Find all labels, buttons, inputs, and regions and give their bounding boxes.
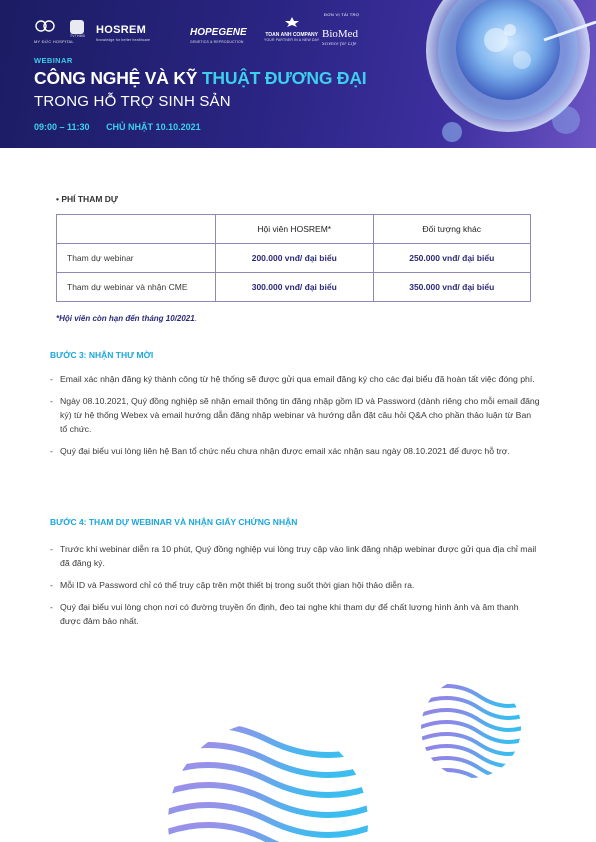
toananh-logo: TOAN ANH COMPANY YOUR PARTNER IN A NEW DAY <box>264 14 319 42</box>
myduc-emblem-icon <box>34 18 58 34</box>
tvthmd-logo: TVTHMD <box>70 20 85 38</box>
row-label: Tham dự webinar <box>57 244 216 273</box>
step4-title: BƯỚC 4: THAM DỰ WEBINAR VÀ NHẬN GIẤY CHỨNG NHẬN <box>50 517 298 527</box>
member-price: 300.000 vnđ/ đại biểu <box>216 273 374 302</box>
table-header-cell: Hội viên HOSREM* <box>216 215 374 244</box>
star-icon <box>272 17 312 27</box>
hosrem-logo: HOSREM Knowledge for better healthcare <box>96 24 151 42</box>
page-title: CÔNG NGHỆ VÀ KỸ THUẬT ĐƯƠNG ĐẠI <box>34 68 367 88</box>
fee-heading: • PHÍ THAM DỰ <box>56 194 118 204</box>
cell-illustration <box>426 0 596 148</box>
fee-note: *Hội viên còn hạn đến tháng 10/2021. <box>56 314 197 323</box>
step4-list <box>50 542 540 636</box>
list-item: - Quý đại biểu vui lòng chọn nơi có đường truyền ổn định, đeo tai nghe khi tham dự để chất lượng hình ảnh và âm thanh được đảm bảo nhất. <box>50 600 540 628</box>
decorative-swirl-small <box>419 676 523 780</box>
other-price: 350.000 vnđ/ đại biểu <box>373 273 531 302</box>
webinar-tag: WEBINAR <box>34 56 73 65</box>
event-date: CHỦ NHẬT 10.10.2021 <box>106 122 201 132</box>
list-item: - Mỗi ID và Password chỉ có thể truy cập trên một thiết bị trong suốt thời gian hội thảo diễn ra. <box>50 578 540 592</box>
page-subtitle: TRONG HỖ TRỢ SINH SẢN <box>34 93 231 110</box>
myduc-logo: MY ĐỨC HOSPITAL <box>34 18 74 44</box>
list-item: - Trước khi webinar diễn ra 10 phút, Quý đồng nghiệp vui lòng truy cập vào link đăng nhập webinar được gửi qua địa chỉ mail đã đăng ký. <box>50 542 540 570</box>
table-header-cell <box>57 215 216 244</box>
fee-table <box>56 214 531 302</box>
decorative-swirl-large <box>168 710 368 842</box>
other-price: 250.000 vnđ/ đại biểu <box>373 244 531 273</box>
step3-title: BƯỚC 3: NHẬN THƯ MỜI <box>50 350 154 360</box>
list-item: - Ngày 08.10.2021, Quý đồng nghiệp sẽ nhận email thông tin đăng nhập gồm ID và Password (dành riêng cho mỗi email đăng ký) từ hệ thống Webex và email hướng dẫn đăng nhập webinar và hướng dẫn đặt câu hỏi Q&A cho phần thảo luận từ Ban tổ chức. <box>50 394 540 436</box>
event-time: 09:00 – 11:30 <box>34 122 90 132</box>
step3-list <box>50 372 540 466</box>
logo-row <box>32 14 396 46</box>
list-item: - Email xác nhận đăng ký thành công từ hệ thống sẽ được gửi qua email đăng ký cho các đại biểu đã hoàn tất việc đóng phí. <box>50 372 540 386</box>
schedule <box>34 122 215 132</box>
table-header-cell: Đối tượng khác <box>373 215 531 244</box>
biomed-logo: BioMed Science for Life <box>322 28 359 47</box>
sponsor-label: ĐƠN VỊ TÀI TRỢ <box>324 12 360 17</box>
table-row <box>57 273 531 302</box>
table-header-row <box>57 215 531 244</box>
table-row <box>57 244 531 273</box>
member-price: 200.000 vnđ/ đại biểu <box>216 244 374 273</box>
header-banner <box>0 0 596 148</box>
row-label: Tham dự webinar và nhận CME <box>57 273 216 302</box>
list-item: - Quý đại biểu vui lòng liên hệ Ban tổ chức nếu chưa nhận được email xác nhận sau ngày 08.10.2021 để được hỗ trợ. <box>50 444 540 458</box>
hopegene-logo: HOPEGENE GENETICS & REPRODUCTION <box>190 27 247 44</box>
